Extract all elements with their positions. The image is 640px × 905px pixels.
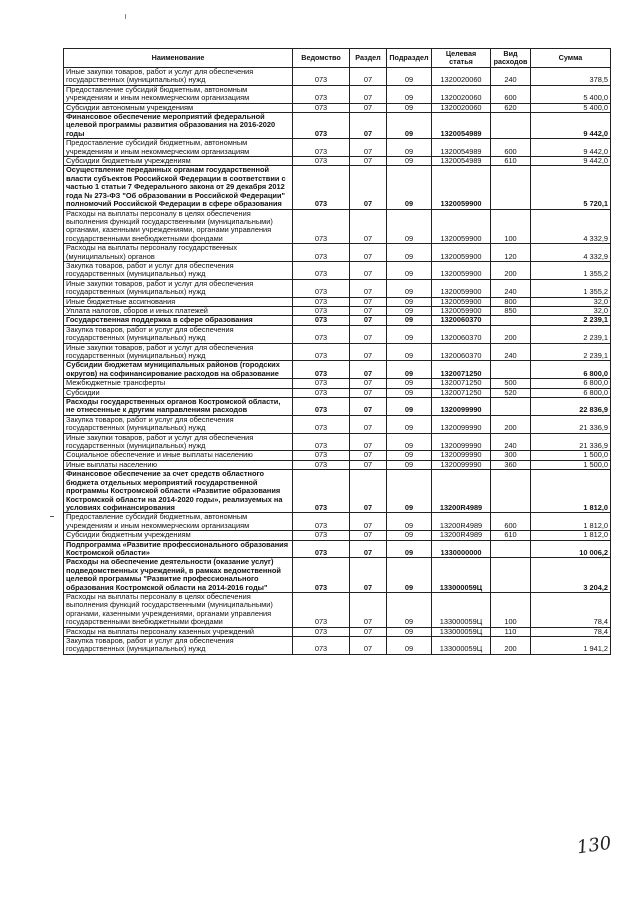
- cell-exp-type: 610: [491, 531, 531, 540]
- cell-sum: 1 500,0: [531, 451, 611, 460]
- table-row: [64, 415, 611, 433]
- cell-dept: 073: [293, 316, 350, 325]
- cell-dept: 073: [293, 139, 350, 157]
- cell-subsection: 09: [387, 279, 432, 297]
- cell-exp-type: [491, 361, 531, 379]
- cell-subsection: 09: [387, 103, 432, 112]
- cell-exp-type: [491, 558, 531, 593]
- table-row: [64, 279, 611, 297]
- cell-dept: 073: [293, 325, 350, 343]
- header-subsection: Подраздел: [387, 49, 432, 68]
- cell-dept: 073: [293, 343, 350, 361]
- table-row: [64, 379, 611, 388]
- cell-sum: 1 500,0: [531, 460, 611, 469]
- table-row: [64, 361, 611, 379]
- cell-target: 133000059Ц: [432, 627, 491, 636]
- table-row: [64, 531, 611, 540]
- cell-dept: 073: [293, 279, 350, 297]
- cell-exp-type: 110: [491, 627, 531, 636]
- cell-subsection: 09: [387, 637, 432, 655]
- cell-target: 13200R4989: [432, 531, 491, 540]
- cell-section: 07: [350, 398, 387, 416]
- cell-section: 07: [350, 470, 387, 513]
- cell-subsection: 09: [387, 139, 432, 157]
- cell-dept: 073: [293, 637, 350, 655]
- cell-exp-type: [491, 398, 531, 416]
- cell-exp-type: 200: [491, 325, 531, 343]
- cell-name: Финансовое обеспечение мероприятий федеральной целевой программы развития образования на 2016-2020 годы: [64, 113, 293, 139]
- cell-target: 1320059900: [432, 244, 491, 262]
- cell-subsection: 09: [387, 379, 432, 388]
- cell-dept: 073: [293, 592, 350, 627]
- header-name: Наименование: [64, 49, 293, 68]
- table-row: [64, 166, 611, 209]
- cell-section: 07: [350, 388, 387, 397]
- cell-sum: 2 239,1: [531, 316, 611, 325]
- cell-exp-type: 200: [491, 637, 531, 655]
- cell-sum: 78,4: [531, 627, 611, 636]
- cell-target: 1320099990: [432, 415, 491, 433]
- cell-section: 07: [350, 343, 387, 361]
- cell-target: 1320059900: [432, 297, 491, 306]
- cell-sum: 4 332,9: [531, 244, 611, 262]
- cell-section: 07: [350, 592, 387, 627]
- cell-sum: 6 800,0: [531, 388, 611, 397]
- cell-sum: 1 355,2: [531, 279, 611, 297]
- cell-exp-type: 850: [491, 306, 531, 315]
- cell-dept: 073: [293, 306, 350, 315]
- cell-target: 1320020060: [432, 68, 491, 86]
- header-dept: Ведомство: [293, 49, 350, 68]
- cell-exp-type: [491, 470, 531, 513]
- cell-dept: 073: [293, 460, 350, 469]
- cell-subsection: 09: [387, 388, 432, 397]
- cell-target: 1320020060: [432, 103, 491, 112]
- table-row: [64, 637, 611, 655]
- cell-name: Закупка товаров, работ и услуг для обеспечения государственных (муниципальных) нужд: [64, 261, 293, 279]
- cell-dept: 073: [293, 113, 350, 139]
- cell-section: 07: [350, 209, 387, 244]
- cell-subsection: 09: [387, 531, 432, 540]
- cell-section: 07: [350, 513, 387, 531]
- cell-sum: 5 400,0: [531, 103, 611, 112]
- cell-sum: 1 812,0: [531, 531, 611, 540]
- cell-name: Подпрограмма «Развитие профессионального образования Костромской области»: [64, 540, 293, 558]
- cell-sum: 6 800,0: [531, 361, 611, 379]
- cell-exp-type: 240: [491, 343, 531, 361]
- table-row: [64, 316, 611, 325]
- cell-sum: 2 239,1: [531, 325, 611, 343]
- cell-target: 133000059Ц: [432, 592, 491, 627]
- cell-exp-type: 240: [491, 433, 531, 451]
- header-target: Целевая статья: [432, 49, 491, 68]
- cell-dept: 073: [293, 166, 350, 209]
- cell-name: Расходы на выплаты персоналу казенных учреждений: [64, 627, 293, 636]
- cell-name: Субсидии автономным учреждениям: [64, 103, 293, 112]
- cell-dept: 073: [293, 379, 350, 388]
- cell-sum: 1 812,0: [531, 513, 611, 531]
- cell-sum: 5 400,0: [531, 85, 611, 103]
- cell-target: 1320059900: [432, 279, 491, 297]
- cell-name: Государственная поддержка в сфере образования: [64, 316, 293, 325]
- cell-sum: 10 006,2: [531, 540, 611, 558]
- cell-section: 07: [350, 279, 387, 297]
- cell-exp-type: 600: [491, 85, 531, 103]
- cell-sum: 9 442,0: [531, 157, 611, 166]
- cell-subsection: 09: [387, 113, 432, 139]
- cell-name: Закупка товаров, работ и услуг для обеспечения государственных (муниципальных) нужд: [64, 325, 293, 343]
- cell-sum: 2 239,1: [531, 343, 611, 361]
- cell-dept: 073: [293, 558, 350, 593]
- cell-sum: 9 442,0: [531, 113, 611, 139]
- cell-subsection: 09: [387, 297, 432, 306]
- cell-sum: 1 355,2: [531, 261, 611, 279]
- cell-name: Уплата налогов, сборов и иных платежей: [64, 306, 293, 315]
- cell-name: Осуществление переданных органам государственной власти субъектов Российской Федерации в соответствии с частью 1 статьи 7 Федерального закона от 29 декабря 2012 года № 273-ФЗ "Об образовании в Российской Федерации" полномочий Российской Федерации в сфере образования: [64, 166, 293, 209]
- table-row: [64, 325, 611, 343]
- cell-dept: 073: [293, 433, 350, 451]
- cell-target: 1320059900: [432, 166, 491, 209]
- cell-dept: 073: [293, 513, 350, 531]
- cell-target: 1320099990: [432, 398, 491, 416]
- cell-name: Предоставление субсидий бюджетным, автономным учреждениям и иным некоммерческим организациям: [64, 139, 293, 157]
- cell-name: Закупка товаров, работ и услуг для обеспечения государственных (муниципальных) нужд: [64, 637, 293, 655]
- cell-dept: 073: [293, 451, 350, 460]
- cell-target: 1320054989: [432, 139, 491, 157]
- cell-name: Иные закупки товаров, работ и услуг для обеспечения государственных (муниципальных) нужд: [64, 433, 293, 451]
- cell-target: 1320099990: [432, 451, 491, 460]
- cell-dept: 073: [293, 388, 350, 397]
- cell-target: 1320060370: [432, 343, 491, 361]
- cell-exp-type: [491, 166, 531, 209]
- cell-dept: 073: [293, 157, 350, 166]
- cell-target: 1320060370: [432, 316, 491, 325]
- cell-target: 1320099990: [432, 433, 491, 451]
- cell-dept: 073: [293, 103, 350, 112]
- cell-subsection: 09: [387, 166, 432, 209]
- cell-section: 07: [350, 531, 387, 540]
- cell-name: Субсидии бюджетным учреждениям: [64, 157, 293, 166]
- table-row: [64, 139, 611, 157]
- cell-exp-type: 800: [491, 297, 531, 306]
- cell-section: 07: [350, 460, 387, 469]
- cell-subsection: 09: [387, 513, 432, 531]
- cell-subsection: 09: [387, 540, 432, 558]
- cell-dept: 073: [293, 244, 350, 262]
- cell-exp-type: [491, 540, 531, 558]
- cell-section: 07: [350, 637, 387, 655]
- header-exp-type: Вид расходов: [491, 49, 531, 68]
- cell-subsection: 09: [387, 209, 432, 244]
- cell-exp-type: 620: [491, 103, 531, 112]
- cell-name: Закупка товаров, работ и услуг для обеспечения государственных (муниципальных) нужд: [64, 415, 293, 433]
- cell-dept: 073: [293, 470, 350, 513]
- cell-sum: 4 332,9: [531, 209, 611, 244]
- cell-exp-type: 500: [491, 379, 531, 388]
- cell-name: Расходы государственных органов Костромской области, не отнесенные к другим направлениям расходов: [64, 398, 293, 416]
- cell-exp-type: 120: [491, 244, 531, 262]
- cell-target: 1320071250: [432, 388, 491, 397]
- cell-target: 13200R4989: [432, 513, 491, 531]
- cell-exp-type: 300: [491, 451, 531, 460]
- cell-subsection: 09: [387, 470, 432, 513]
- budget-table: [63, 48, 611, 655]
- cell-section: 07: [350, 325, 387, 343]
- cell-section: 07: [350, 157, 387, 166]
- table-row: [64, 433, 611, 451]
- cell-sum: 1 941,2: [531, 637, 611, 655]
- table-body: [64, 68, 611, 655]
- cell-section: 07: [350, 540, 387, 558]
- cell-sum: 3 204,2: [531, 558, 611, 593]
- cell-section: 07: [350, 379, 387, 388]
- cell-subsection: 09: [387, 316, 432, 325]
- cell-subsection: 09: [387, 433, 432, 451]
- cell-exp-type: 100: [491, 209, 531, 244]
- cell-section: 07: [350, 166, 387, 209]
- cell-name: Субсидии бюджетам муниципальных районов (городских округов) на софинансирование расходов на образование: [64, 361, 293, 379]
- cell-section: 07: [350, 139, 387, 157]
- cell-subsection: 09: [387, 244, 432, 262]
- cell-name: Иные закупки товаров, работ и услуг для обеспечения государственных (муниципальных) нужд: [64, 279, 293, 297]
- table-row: [64, 209, 611, 244]
- cell-section: 07: [350, 85, 387, 103]
- cell-dept: 073: [293, 531, 350, 540]
- cell-subsection: 09: [387, 343, 432, 361]
- cell-dept: 073: [293, 209, 350, 244]
- cell-section: 07: [350, 415, 387, 433]
- cell-subsection: 09: [387, 85, 432, 103]
- cell-subsection: 09: [387, 451, 432, 460]
- table-row: [64, 261, 611, 279]
- cell-target: 1320020060: [432, 85, 491, 103]
- cell-subsection: 09: [387, 592, 432, 627]
- cell-name: Расходы на выплаты персоналу в целях обеспечения выполнения функций государственными (муниципальными) органами, казенными учреждениями, органами управления государственными внебюджетными фондами: [64, 592, 293, 627]
- cell-subsection: 09: [387, 627, 432, 636]
- cell-name: Субсидии бюджетным учреждениям: [64, 531, 293, 540]
- table-row: [64, 113, 611, 139]
- cell-exp-type: 600: [491, 513, 531, 531]
- cell-section: 07: [350, 361, 387, 379]
- cell-exp-type: 100: [491, 592, 531, 627]
- cell-sum: 32,0: [531, 306, 611, 315]
- cell-section: 07: [350, 306, 387, 315]
- cell-section: 07: [350, 244, 387, 262]
- cell-name: Иные выплаты населению: [64, 460, 293, 469]
- cell-name: Иные закупки товаров, работ и услуг для обеспечения государственных (муниципальных) нужд: [64, 68, 293, 86]
- cell-dept: 073: [293, 297, 350, 306]
- cell-name: Предоставление субсидий бюджетным, автономным учреждениям и иным некоммерческим организациям: [64, 85, 293, 103]
- cell-subsection: 09: [387, 558, 432, 593]
- cell-sum: 6 800,0: [531, 379, 611, 388]
- cell-section: 07: [350, 261, 387, 279]
- table-row: [64, 244, 611, 262]
- cell-exp-type: 200: [491, 415, 531, 433]
- cell-target: 1320060370: [432, 325, 491, 343]
- cell-dept: 073: [293, 540, 350, 558]
- cell-target: 1320059900: [432, 306, 491, 315]
- cell-target: 133000059Ц: [432, 637, 491, 655]
- cell-sum: 378,5: [531, 68, 611, 86]
- cell-subsection: 09: [387, 68, 432, 86]
- table-row: [64, 85, 611, 103]
- budget-table-container: [63, 48, 610, 655]
- cell-name: Расходы на выплаты персоналу государственных (муниципальных) органов: [64, 244, 293, 262]
- table-header-row: [64, 49, 611, 68]
- cell-sum: 22 836,9: [531, 398, 611, 416]
- cell-section: 07: [350, 68, 387, 86]
- cell-target: 1320059900: [432, 261, 491, 279]
- table-row: [64, 451, 611, 460]
- cell-section: 07: [350, 316, 387, 325]
- cell-name: Иные закупки товаров, работ и услуг для обеспечения государственных (муниципальных) нужд: [64, 343, 293, 361]
- table-row: [64, 68, 611, 86]
- cell-section: 07: [350, 113, 387, 139]
- cell-name: Социальное обеспечение и иные выплаты населению: [64, 451, 293, 460]
- cell-sum: 1 812,0: [531, 470, 611, 513]
- cell-subsection: 09: [387, 460, 432, 469]
- cell-dept: 073: [293, 627, 350, 636]
- cell-section: 07: [350, 433, 387, 451]
- cell-section: 07: [350, 103, 387, 112]
- cell-dept: 073: [293, 361, 350, 379]
- cell-subsection: 09: [387, 157, 432, 166]
- cell-exp-type: 240: [491, 279, 531, 297]
- table-row: [64, 592, 611, 627]
- scan-mark: [125, 14, 126, 19]
- page-number: 130: [575, 832, 613, 859]
- cell-section: 07: [350, 558, 387, 593]
- cell-exp-type: 520: [491, 388, 531, 397]
- cell-target: 13200R4989: [432, 470, 491, 513]
- cell-name: Субсидии: [64, 388, 293, 397]
- cell-exp-type: 610: [491, 157, 531, 166]
- cell-dept: 073: [293, 261, 350, 279]
- table-row: [64, 470, 611, 513]
- cell-dept: 073: [293, 398, 350, 416]
- table-row: [64, 343, 611, 361]
- scan-mark: [50, 516, 54, 517]
- cell-subsection: 09: [387, 398, 432, 416]
- cell-section: 07: [350, 297, 387, 306]
- cell-subsection: 09: [387, 306, 432, 315]
- cell-name: Предоставление субсидий бюджетным, автономным учреждениям и иным некоммерческим организациям: [64, 513, 293, 531]
- cell-sum: 9 442,0: [531, 139, 611, 157]
- cell-dept: 073: [293, 68, 350, 86]
- table-row: [64, 513, 611, 531]
- table-row: [64, 558, 611, 593]
- cell-exp-type: 600: [491, 139, 531, 157]
- cell-subsection: 09: [387, 361, 432, 379]
- cell-exp-type: 360: [491, 460, 531, 469]
- cell-name: Межбюджетные трансферты: [64, 379, 293, 388]
- cell-subsection: 09: [387, 325, 432, 343]
- cell-name: Финансовое обеспечение за счет средств областного бюджета отдельных мероприятий государственной программы Костромской области «Развитие образования Костромской области на 2014-2020 годы», реализуемых на условиях софинансирования: [64, 470, 293, 513]
- cell-sum: 21 336,9: [531, 433, 611, 451]
- cell-name: Расходы на обеспечение деятельности (оказание услуг) подведомственных учреждений, в рамках ведомственной целевой программы "Развитие профессионального образования Костромской области на 2014-2016 годы": [64, 558, 293, 593]
- cell-target: 1320054989: [432, 157, 491, 166]
- cell-exp-type: 200: [491, 261, 531, 279]
- cell-target: 133000059Ц: [432, 558, 491, 593]
- table-row: [64, 540, 611, 558]
- header-sum: Сумма: [531, 49, 611, 68]
- cell-name: Иные бюджетные ассигнования: [64, 297, 293, 306]
- cell-sum: 21 336,9: [531, 415, 611, 433]
- cell-dept: 073: [293, 85, 350, 103]
- cell-target: 1320071250: [432, 361, 491, 379]
- cell-target: 1320054989: [432, 113, 491, 139]
- table-row: [64, 398, 611, 416]
- cell-target: 1320059900: [432, 209, 491, 244]
- cell-exp-type: [491, 316, 531, 325]
- cell-name: Расходы на выплаты персоналу в целях обеспечения выполнения функций государственными (муниципальными) органами, казенными учреждениями, органами управления государственными внебюджетными фондами: [64, 209, 293, 244]
- cell-sum: 5 720,1: [531, 166, 611, 209]
- cell-target: 1330000000: [432, 540, 491, 558]
- cell-target: 1320099990: [432, 460, 491, 469]
- cell-target: 1320071250: [432, 379, 491, 388]
- cell-dept: 073: [293, 415, 350, 433]
- cell-exp-type: 240: [491, 68, 531, 86]
- cell-section: 07: [350, 451, 387, 460]
- cell-sum: 78,4: [531, 592, 611, 627]
- cell-section: 07: [350, 627, 387, 636]
- header-section: Раздел: [350, 49, 387, 68]
- cell-subsection: 09: [387, 415, 432, 433]
- cell-sum: 32,0: [531, 297, 611, 306]
- cell-exp-type: [491, 113, 531, 139]
- cell-subsection: 09: [387, 261, 432, 279]
